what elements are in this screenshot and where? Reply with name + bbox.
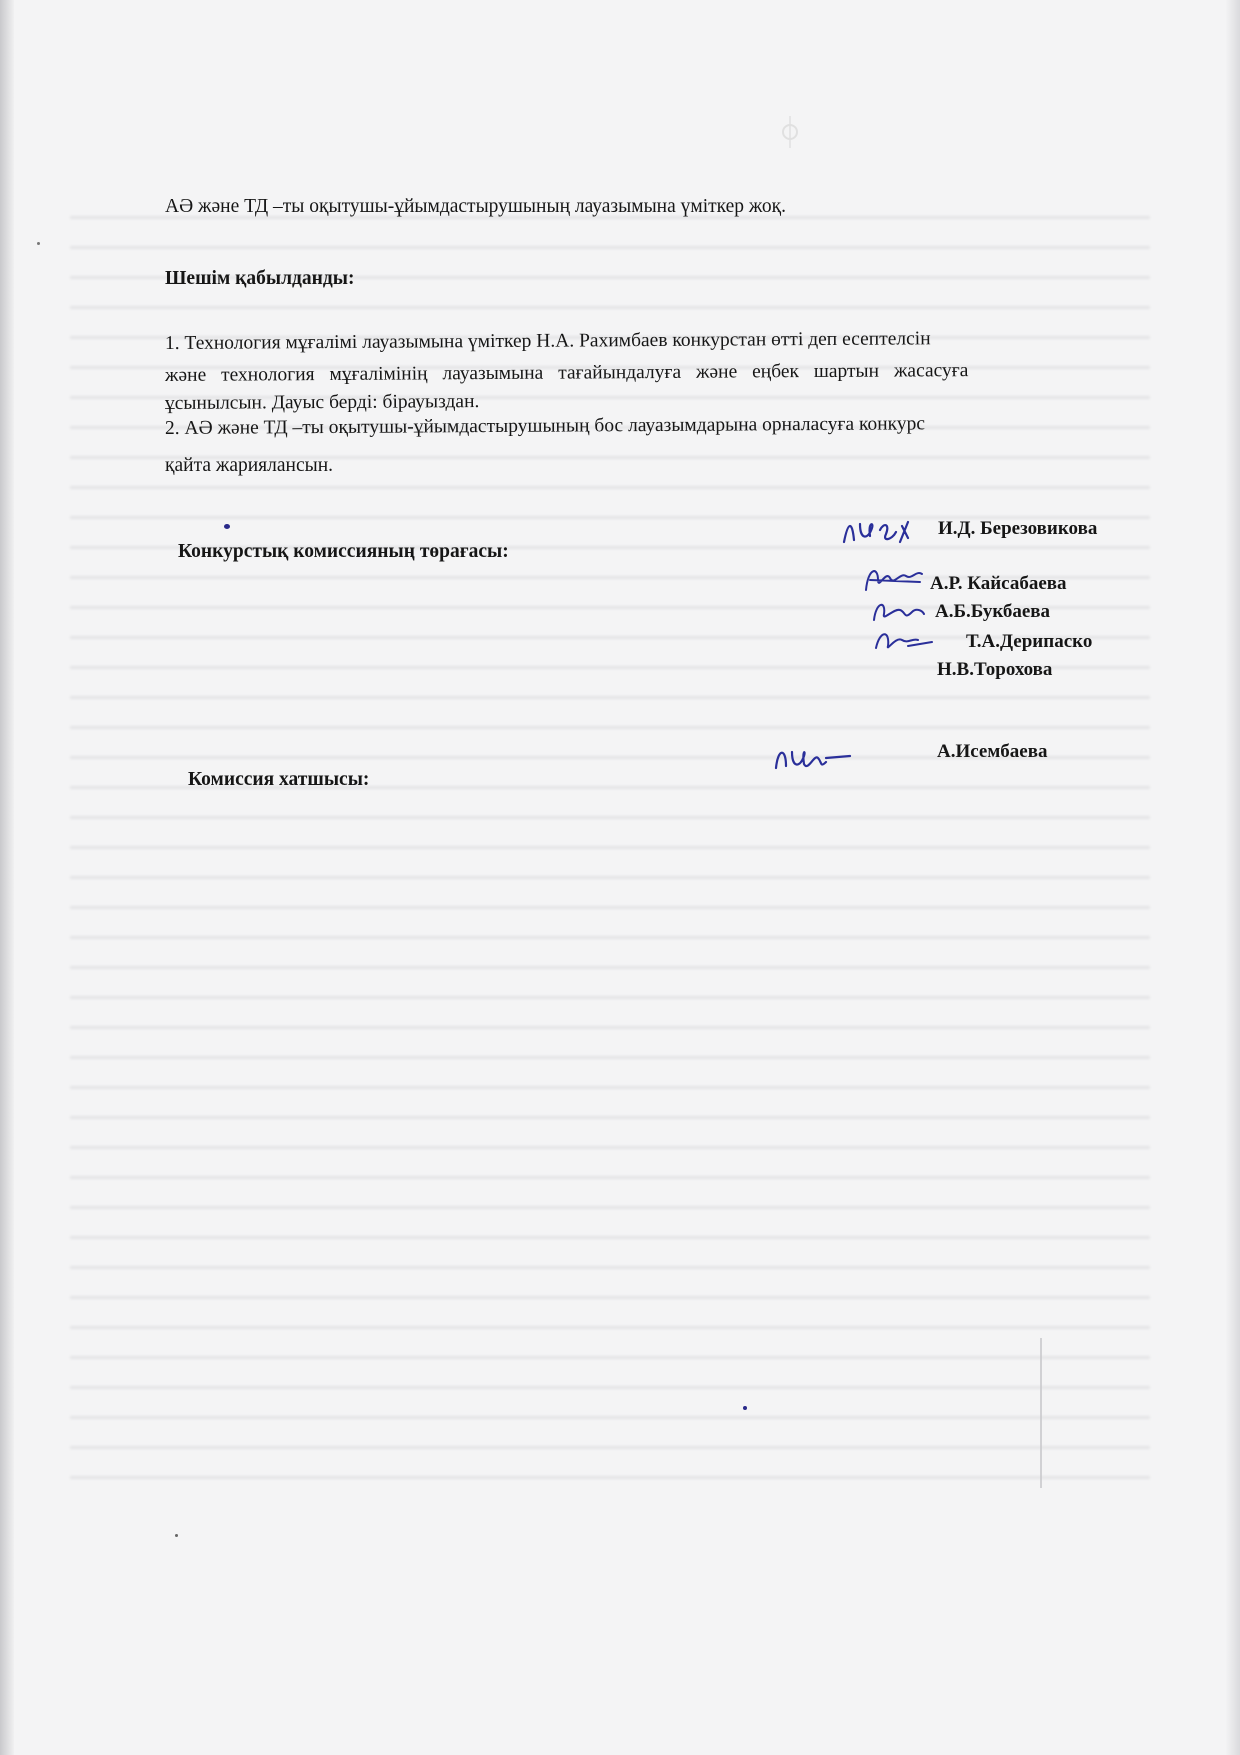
- member-name-2: А.Б.Букбаева: [935, 601, 1051, 622]
- secretary-name: А.Исембаева: [937, 741, 1048, 762]
- member-name-4: Н.В.Торохова: [937, 659, 1053, 680]
- decision-item-2-line-2: қайта жариялансын.: [165, 455, 334, 476]
- member-signature-3: [868, 622, 938, 658]
- ink-dot: [224, 524, 230, 529]
- ink-dot-2: [743, 1406, 747, 1410]
- ink-dot-3: [175, 1534, 178, 1537]
- decision-item-1-line-3: ұсынылсын. Дауыс берді: бірауыздан.: [164, 391, 480, 414]
- decision-item-1-line-1: 1. Технология мұғалімі лауазымына үміткер Н.А. Рахимбаев конкурстан өтті деп есептелсін: [164, 328, 931, 354]
- ink-dot-4: [37, 242, 40, 245]
- chair-name: И.Д. Березовикова: [938, 518, 1098, 539]
- scan-edge-left: [0, 0, 14, 1755]
- faint-stamp-mark: [770, 112, 810, 152]
- secretary-label: Комиссия хатшысы:: [188, 769, 370, 790]
- decision-heading: Шешім қабылданды:: [165, 268, 355, 289]
- decision-item-1-line-2: және технология мұғалімінің лауазымына тағайындалуға және еңбек шартын жасасуға: [164, 360, 969, 386]
- chair-label: Конкурстық комиссияның төрағасы:: [178, 541, 509, 562]
- scan-edge-right: [1226, 0, 1240, 1755]
- member-name-1: А.Р. Кайсабаева: [930, 573, 1067, 594]
- decision-item-2-line-1: 2. АӘ және ТД –ты оқытушы-ұйымдастырушының бос лауазымдарына орналасуға конкурс: [164, 413, 926, 439]
- member-name-3: Т.А.Дерипаско: [966, 631, 1093, 652]
- chair-signature: [838, 512, 933, 552]
- secretary-signature: [768, 738, 864, 780]
- bleed-through-table: [1040, 1338, 1056, 1488]
- no-candidate-line: АӘ және ТД –ты оқытушы-ұйымдастырушының лауазымына үміткер жоқ.: [165, 196, 787, 217]
